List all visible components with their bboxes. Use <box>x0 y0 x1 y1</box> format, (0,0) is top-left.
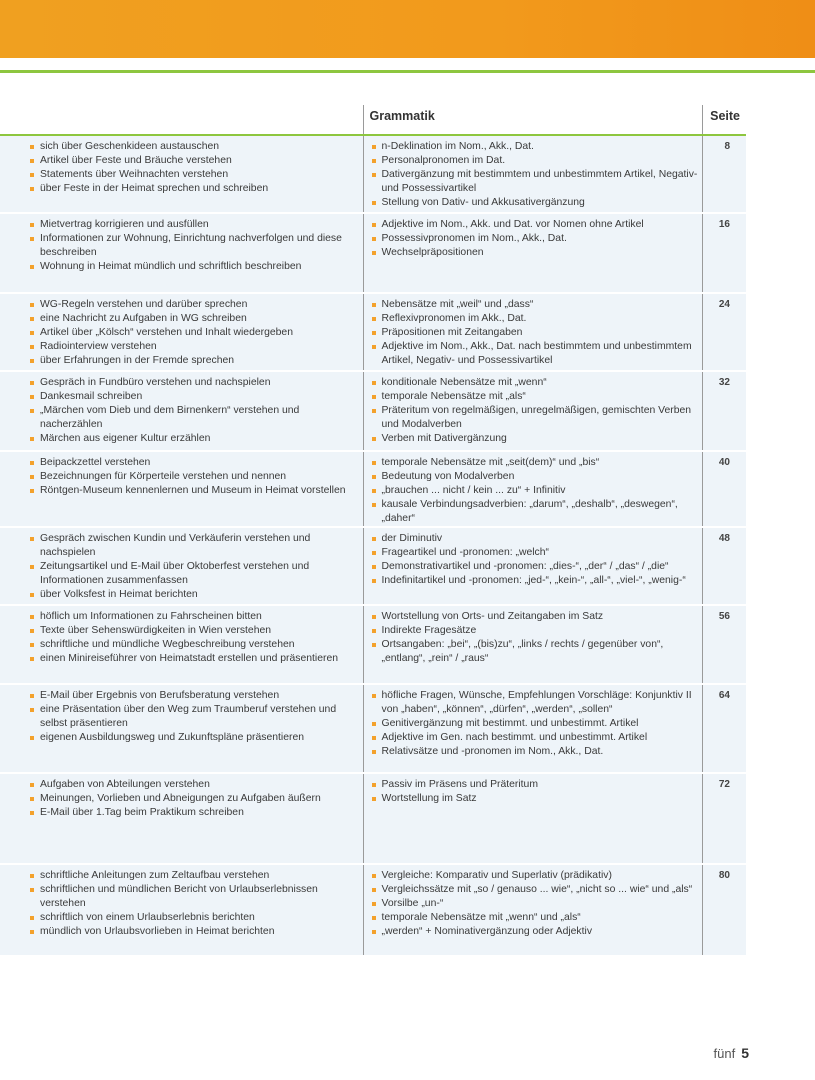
list-item: Dativergänzung mit bestimmtem und unbestimmtem Artikel, Negativ- und Possessivartikel <box>372 168 702 196</box>
table-of-contents <box>0 105 746 957</box>
list-item: schriftliche und mündliche Wegbeschreibung verstehen <box>30 638 363 652</box>
list-item: Zeitungsartikel und E-Mail über Oktoberfest verstehen und Informationen zusammenfassen <box>30 560 363 588</box>
list-item: Vergleiche: Komparativ und Superlativ (prädikativ) <box>372 869 702 883</box>
learning-goals-cell-list <box>30 610 363 666</box>
table-body <box>0 135 746 956</box>
grammar-cell <box>363 451 702 527</box>
list-item: E-Mail über 1.Tag beim Praktikum schreiben <box>30 806 363 820</box>
list-item: Präteritum von regelmäßigen, unregelmäßigen, gemischten Verben und Modalverben <box>372 404 702 432</box>
list-item: Adjektive im Gen. nach bestimmt. und unbestimmt. Artikel <box>372 731 702 745</box>
grammar-cell <box>363 605 702 684</box>
grammar-cell <box>363 293 702 371</box>
learning-goals-cell <box>0 605 363 684</box>
learning-goals-cell <box>0 293 363 371</box>
orange-header-bar <box>0 0 815 58</box>
list-item: schriftlich von einem Urlaubserlebnis berichten <box>30 911 363 925</box>
list-item: Vergleichssätze mit „so / genauso ... wie“, „nicht so ... wie“ und „als“ <box>372 883 702 897</box>
list-item: über Feste in der Heimat sprechen und schreiben <box>30 182 363 196</box>
table-row <box>0 527 746 605</box>
table-row <box>0 135 746 213</box>
page-number-cell: 24 <box>702 293 746 371</box>
grammar-cell-list <box>372 778 702 806</box>
green-divider-line <box>0 70 815 73</box>
list-item: kausale Verbindungsadverbien: „darum“, „deshalb“, „deswegen“, „daher“ <box>372 498 702 526</box>
list-item: Verben mit Dativergänzung <box>372 432 702 446</box>
list-item: E-Mail über Ergebnis von Berufsberatung verstehen <box>30 689 363 703</box>
list-item: Beipackzettel verstehen <box>30 456 363 470</box>
list-item: über Volksfest in Heimat berichten <box>30 588 363 602</box>
page-number-cell: 40 <box>702 451 746 527</box>
grammar-cell <box>363 773 702 864</box>
list-item: Demonstrativartikel und -pronomen: „dies-“, „der“ / „das“ / „die“ <box>372 560 702 574</box>
list-item: Reflexivpronomen im Akk., Dat. <box>372 312 702 326</box>
list-item: Statements über Weihnachten verstehen <box>30 168 363 182</box>
list-item: WG-Regeln verstehen und darüber sprechen <box>30 298 363 312</box>
list-item: Artikel über Feste und Bräuche verstehen <box>30 154 363 168</box>
table-row <box>0 864 746 956</box>
list-item: Possessivpronomen im Nom., Akk., Dat. <box>372 232 702 246</box>
learning-goals-cell-list <box>30 869 363 939</box>
list-item: Adjektive im Nom., Akk. und Dat. vor Nomen ohne Artikel <box>372 218 702 232</box>
grammar-cell <box>363 864 702 956</box>
page-number-cell: 80 <box>702 864 746 956</box>
grammar-cell-list <box>372 456 702 526</box>
table-row <box>0 605 746 684</box>
list-item: mündlich von Urlaubsvorlieben in Heimat berichten <box>30 925 363 939</box>
page-footer <box>714 1045 749 1061</box>
list-item: Aufgaben von Abteilungen verstehen <box>30 778 363 792</box>
list-item: Genitivergänzung mit bestimmt. und unbestimmt. Artikel <box>372 717 702 731</box>
learning-goals-cell <box>0 135 363 213</box>
list-item: Ortsangaben: „bei“, „(bis)zu“, „links / rechts / gegenüber von“, „entlang“, „rein“ / „raus“ <box>372 638 702 666</box>
list-item: Radiointerview verstehen <box>30 340 363 354</box>
list-item: Meinungen, Vorlieben und Abneigungen zu Aufgaben äußern <box>30 792 363 806</box>
learning-goals-cell-list <box>30 218 363 274</box>
grammar-cell-list <box>372 140 702 210</box>
learning-goals-cell-list <box>30 376 363 446</box>
grammar-cell <box>363 527 702 605</box>
list-item: Artikel über „Kölsch“ verstehen und Inhalt wiedergeben <box>30 326 363 340</box>
list-item: eine Präsentation über den Weg zum Traumberuf verstehen und selbst präsentieren <box>30 703 363 731</box>
page-number-cell: 48 <box>702 527 746 605</box>
learning-goals-cell <box>0 684 363 773</box>
list-item: „werden“ + Nominativergänzung oder Adjektiv <box>372 925 702 939</box>
list-item: Nebensätze mit „weil“ und „dass“ <box>372 298 702 312</box>
learning-goals-cell <box>0 773 363 864</box>
list-item: eigenen Ausbildungsweg und Zukunftspläne präsentieren <box>30 731 363 745</box>
table-row <box>0 371 746 451</box>
page-number-cell: 72 <box>702 773 746 864</box>
list-item: konditionale Nebensätze mit „wenn“ <box>372 376 702 390</box>
page-number-word: fünf <box>713 1046 736 1061</box>
grammar-cell <box>363 135 702 213</box>
learning-goals-cell <box>0 213 363 293</box>
header-learning-empty <box>0 105 363 135</box>
list-item: Texte über Sehenswürdigkeiten in Wien verstehen <box>30 624 363 638</box>
list-item: der Diminutiv <box>372 532 702 546</box>
grammar-cell-list <box>372 218 702 260</box>
list-item: Dankesmail schreiben <box>30 390 363 404</box>
grammar-cell <box>363 684 702 773</box>
list-item: einen Minireiseführer von Heimatstadt erstellen und präsentieren <box>30 652 363 666</box>
list-item: Märchen aus eigener Kultur erzählen <box>30 432 363 446</box>
grammar-cell-list <box>372 610 702 666</box>
page-number: 5 <box>741 1045 749 1061</box>
list-item: Indefinitartikel und -pronomen: „jed-“, „kein-“, „all-“, „viel-“, „wenig-“ <box>372 574 702 588</box>
list-item: Wechselpräpositionen <box>372 246 702 260</box>
list-item: n-Deklination im Nom., Akk., Dat. <box>372 140 702 154</box>
table-row <box>0 293 746 371</box>
list-item: „Märchen vom Dieb und dem Birnenkern“ verstehen und nacherzählen <box>30 404 363 432</box>
learning-goals-cell-list <box>30 689 363 745</box>
list-item: temporale Nebensätze mit „als“ <box>372 390 702 404</box>
learning-goals-cell <box>0 371 363 451</box>
list-item: Personalpronomen im Dat. <box>372 154 702 168</box>
list-item: Gespräch zwischen Kundin und Verkäuferin verstehen und nachspielen <box>30 532 363 560</box>
list-item: Röntgen-Museum kennenlernen und Museum in Heimat vorstellen <box>30 484 363 498</box>
list-item: temporale Nebensätze mit „seit(dem)“ und „bis“ <box>372 456 702 470</box>
list-item: Bedeutung von Modalverben <box>372 470 702 484</box>
grammar-cell-list <box>372 869 702 939</box>
list-item: höfliche Fragen, Wünsche, Empfehlungen Vorschläge: Konjunktiv II von „haben“, „können“, „dürfen“, „werden“, „sollen“ <box>372 689 702 717</box>
page-number-cell: 64 <box>702 684 746 773</box>
list-item: höflich um Informationen zu Fahrscheinen bitten <box>30 610 363 624</box>
list-item: Mietvertrag korrigieren und ausfüllen <box>30 218 363 232</box>
page-number-cell: 56 <box>702 605 746 684</box>
table-row <box>0 684 746 773</box>
list-item: Relativsätze und -pronomen im Nom., Akk., Dat. <box>372 745 702 759</box>
list-item: Frageartikel und -pronomen: „welch“ <box>372 546 702 560</box>
learning-goals-cell <box>0 451 363 527</box>
list-item: schriftliche Anleitungen zum Zeltaufbau verstehen <box>30 869 363 883</box>
grammar-cell <box>363 371 702 451</box>
grammar-cell-list <box>372 689 702 759</box>
header-page: Seite <box>702 105 746 135</box>
list-item: Präpositionen mit Zeitangaben <box>372 326 702 340</box>
list-item: eine Nachricht zu Aufgaben in WG schreiben <box>30 312 363 326</box>
list-item: Passiv im Präsens und Präteritum <box>372 778 702 792</box>
grammar-cell <box>363 213 702 293</box>
learning-goals-cell-list <box>30 532 363 602</box>
table-row <box>0 213 746 293</box>
list-item: sich über Geschenkideen austauschen <box>30 140 363 154</box>
list-item: schriftlichen und mündlichen Bericht von Urlaubserlebnissen verstehen <box>30 883 363 911</box>
list-item: temporale Nebensätze mit „wenn“ und „als“ <box>372 911 702 925</box>
list-item: Gespräch in Fundbüro verstehen und nachspielen <box>30 376 363 390</box>
grammar-cell-list <box>372 532 702 588</box>
list-item: Wortstellung von Orts- und Zeitangaben im Satz <box>372 610 702 624</box>
learning-goals-cell-list <box>30 298 363 368</box>
list-item: „brauchen ... nicht / kein ... zu“ + Infinitiv <box>372 484 702 498</box>
grammar-cell-list <box>372 298 702 368</box>
header-grammar: Grammatik <box>363 105 702 135</box>
list-item: Stellung von Dativ- und Akkusativergänzung <box>372 196 702 210</box>
table-row <box>0 773 746 864</box>
list-item: Wohnung in Heimat mündlich und schriftlich beschreiben <box>30 260 363 274</box>
list-item: Vorsilbe „un-“ <box>372 897 702 911</box>
table-row <box>0 451 746 527</box>
list-item: Indirekte Fragesätze <box>372 624 702 638</box>
learning-goals-cell-list <box>30 140 363 196</box>
list-item: über Erfahrungen in der Fremde sprechen <box>30 354 363 368</box>
page-number-cell: 32 <box>702 371 746 451</box>
learning-goals-cell-list <box>30 456 363 498</box>
page-number-cell: 16 <box>702 213 746 293</box>
learning-goals-cell <box>0 527 363 605</box>
grammar-cell-list <box>372 376 702 446</box>
table-header-row <box>0 105 746 135</box>
learning-goals-cell-list <box>30 778 363 820</box>
list-item: Bezeichnungen für Körperteile verstehen und nennen <box>30 470 363 484</box>
list-item: Adjektive im Nom., Akk., Dat. nach bestimmtem und unbestimmtem Artikel, Negativ- und Possessivartikel <box>372 340 702 368</box>
list-item: Wortstellung im Satz <box>372 792 702 806</box>
learning-goals-cell <box>0 864 363 956</box>
list-item: Informationen zur Wohnung, Einrichtung nachverfolgen und diese beschreiben <box>30 232 363 260</box>
page-number-cell: 8 <box>702 135 746 213</box>
